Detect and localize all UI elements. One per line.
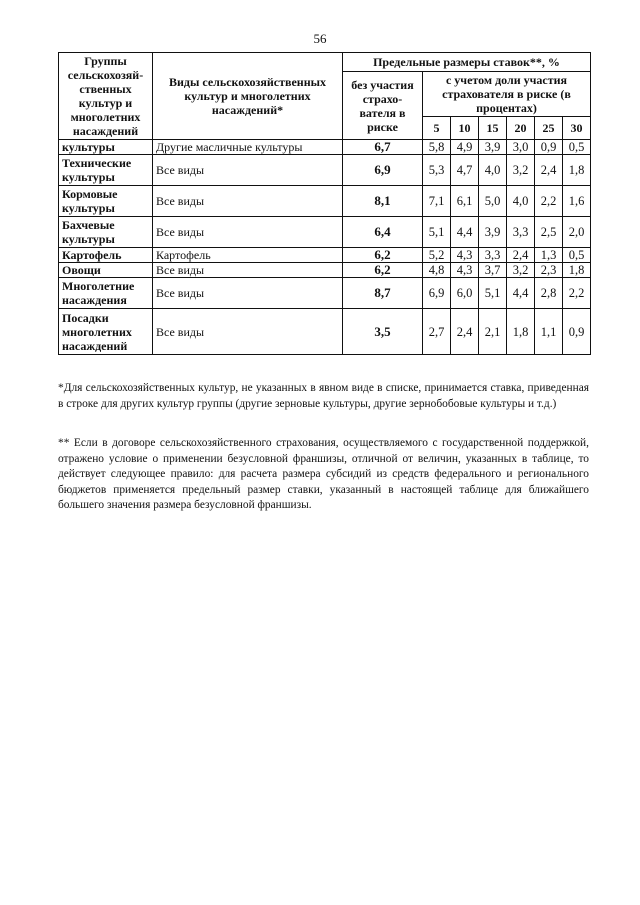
row-base-rate: 6,9 [343,155,423,186]
row-kind: Все виды [153,263,343,278]
row-base-rate: 6,7 [343,140,423,155]
row-rate-cell: 4,3 [451,263,479,278]
row-rate-cell: 3,3 [507,217,535,248]
row-rate-cell: 4,7 [451,155,479,186]
row-group: Посадки многолетних насаждений [59,309,153,355]
row-base-rate: 6,4 [343,217,423,248]
footnote-1: *Для сельскохозяйственных культур, не указанных в явном виде в списке, принимается ставка, приведенная в строке для других культур группы (другие зерновые культуры, другие зернобобовые культуры и т.д.) [58,382,589,410]
row-rate-cell: 6,0 [451,278,479,309]
row-kind: Картофель [153,248,343,263]
rates-table [58,52,591,355]
row-rate-cell: 2,1 [479,309,507,355]
page-number: 56 [313,31,327,46]
row-base-rate: 6,2 [343,248,423,263]
row-rate-cell: 5,1 [479,278,507,309]
table-row [59,217,591,248]
header-pct-25: 25 [535,117,563,140]
row-rate-cell: 5,2 [423,248,451,263]
row-rate-cell: 4,9 [451,140,479,155]
header-pct-20: 20 [507,117,535,140]
row-group: Технические культуры [59,155,153,186]
row-rate-cell: 3,7 [479,263,507,278]
row-group: Кормовые культуры [59,186,153,217]
table-row [59,155,591,186]
row-rate-cell: 2,3 [535,263,563,278]
row-rate-cell: 4,8 [423,263,451,278]
header-pct-10: 10 [451,117,479,140]
header-pct-30: 30 [563,117,591,140]
row-rate-cell: 6,1 [451,186,479,217]
row-rate-cell: 2,2 [535,186,563,217]
row-kind: Все виды [153,309,343,355]
row-rate-cell: 4,0 [479,155,507,186]
row-base-rate: 6,2 [343,263,423,278]
row-rate-cell: 3,0 [507,140,535,155]
row-rate-cell: 2,7 [423,309,451,355]
row-rate-cell: 5,1 [423,217,451,248]
header-share: с учетом доли участия страхователя в риске (в процентах) [423,72,591,117]
row-rate-cell: 2,4 [451,309,479,355]
row-group: Бахчевые культуры [59,217,153,248]
row-group: Картофель [59,248,153,263]
row-rate-cell: 1,3 [535,248,563,263]
row-base-rate: 8,1 [343,186,423,217]
header-pct-5: 5 [423,117,451,140]
row-rate-cell: 1,6 [563,186,591,217]
table-row [59,263,591,278]
row-rate-cell: 2,2 [563,278,591,309]
row-rate-cell: 7,1 [423,186,451,217]
row-rate-cell: 3,9 [479,217,507,248]
row-rate-cell: 2,0 [563,217,591,248]
header-pct-15: 15 [479,117,507,140]
row-rate-cell: 1,1 [535,309,563,355]
row-rate-cell: 2,5 [535,217,563,248]
row-rate-cell: 2,4 [507,248,535,263]
row-rate-cell: 1,8 [507,309,535,355]
header-limits: Предельные размеры ставок**, % [343,53,591,72]
row-rate-cell: 0,9 [563,309,591,355]
row-rate-cell: 2,8 [535,278,563,309]
row-rate-cell: 5,3 [423,155,451,186]
row-rate-cell: 3,2 [507,263,535,278]
row-rate-cell: 0,5 [563,248,591,263]
row-rate-cell: 3,9 [479,140,507,155]
row-rate-cell: 3,2 [507,155,535,186]
row-base-rate: 8,7 [343,278,423,309]
row-kind: Все виды [153,278,343,309]
row-group: культуры [59,140,153,155]
row-kind: Другие масличные культуры [153,140,343,155]
row-kind: Все виды [153,186,343,217]
table-row [59,278,591,309]
row-rate-cell: 2,4 [535,155,563,186]
footnote-2: ** Если в договоре сельскохозяйственного страхования, осуществляемого с государственной поддержкой, отражено условие о применении безусловной франшизы, отличной от величин, указанных в таблице, то действует следующее правило: для расчета размера субсидий из средств федерального и регионального бюджетов применяется предельный размер ставки, указанный в настоящей таблице для ближайшего большего значения размера безусловной франшизы. [58,437,589,511]
row-base-rate: 3,5 [343,309,423,355]
row-rate-cell: 4,0 [507,186,535,217]
header-kind: Виды сельскохозяйственных культур и многолетних насаждений* [153,53,343,140]
row-group: Многолетние насаждения [59,278,153,309]
row-rate-cell: 3,3 [479,248,507,263]
row-rate-cell: 4,4 [451,217,479,248]
header-group: Группы сельскохозяй-ственных культур и многолетних насаждений [59,53,153,140]
row-kind: Все виды [153,217,343,248]
row-rate-cell: 4,3 [451,248,479,263]
row-rate-cell: 0,5 [563,140,591,155]
row-rate-cell: 1,8 [563,263,591,278]
table-row [59,186,591,217]
table-row [59,309,591,355]
row-rate-cell: 6,9 [423,278,451,309]
row-group: Овощи [59,263,153,278]
row-rate-cell: 5,0 [479,186,507,217]
header-base: без участия страхо-вателя в риске [343,72,423,140]
table-row [59,140,591,155]
row-rate-cell: 1,8 [563,155,591,186]
row-kind: Все виды [153,155,343,186]
row-rate-cell: 4,4 [507,278,535,309]
row-rate-cell: 0,9 [535,140,563,155]
table-row [59,248,591,263]
row-rate-cell: 5,8 [423,140,451,155]
